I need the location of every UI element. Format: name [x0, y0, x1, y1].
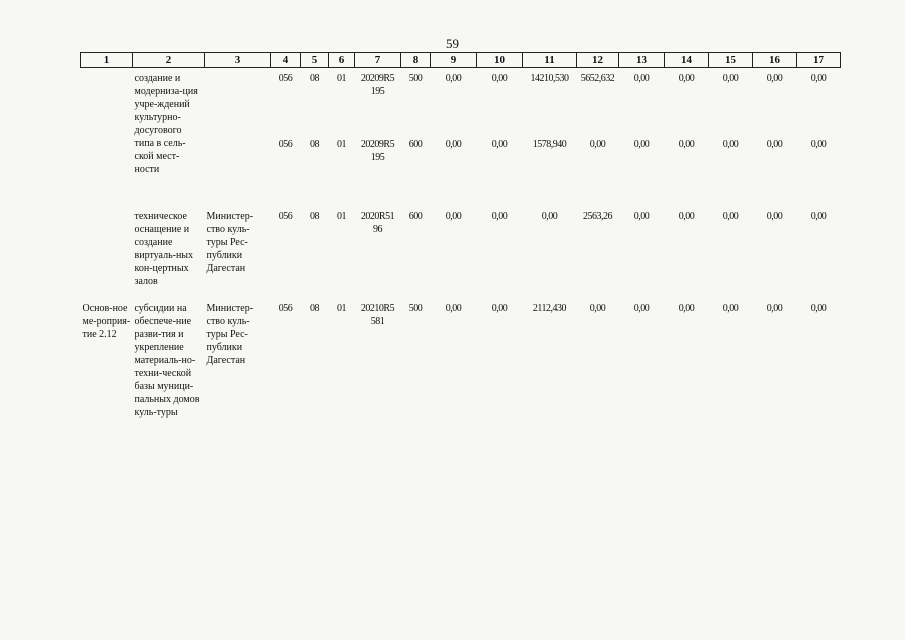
cell-value: 500: [408, 73, 423, 84]
cell-value: 0,00: [678, 303, 695, 314]
col-header: 7: [355, 53, 401, 68]
cell-value: 0,00: [678, 139, 695, 150]
col-header: 6: [329, 53, 355, 68]
cell-measure: Основ-ное ме-роприя-тие 2.12: [82, 303, 131, 340]
col-header: 10: [477, 53, 523, 68]
cell-measure: [81, 210, 133, 302]
cell-value: 500: [408, 303, 423, 314]
cell-value: 0,00: [766, 139, 783, 150]
cell-value: 0,00: [722, 211, 739, 222]
cell-value: 600: [408, 139, 423, 150]
cell-value: 0,00: [678, 73, 695, 84]
cell-value: 0,00: [722, 303, 739, 314]
cell-value: 0,00: [678, 211, 695, 222]
col-header: 8: [401, 53, 431, 68]
cell-executor: Министер-ство куль-туры Рес-публики Дагестан: [206, 303, 254, 366]
cell-value: 01: [337, 139, 346, 150]
cell-value: 0,00: [766, 73, 783, 84]
cell-value: 01: [337, 211, 346, 222]
cell-value: 0,00: [589, 303, 606, 314]
table-row: [81, 72, 841, 138]
header-row: [81, 53, 841, 68]
cell-measure: [81, 72, 133, 210]
cell-value: 1578,940: [532, 139, 567, 150]
cell-value: 0,00: [491, 73, 508, 84]
budget-table: [80, 52, 841, 462]
page-number: 59: [446, 36, 459, 51]
cell-value: 2112,430: [532, 303, 567, 314]
cell-value: 0,00: [810, 73, 827, 84]
col-header: 11: [523, 53, 577, 68]
cell-value: 0,00: [491, 211, 508, 222]
cell-value: 0,00: [589, 139, 606, 150]
col-header: 2: [133, 53, 205, 68]
cell-value: 0,00: [633, 139, 650, 150]
cell-value: 0,00: [810, 303, 827, 314]
cell-value: 08: [310, 139, 319, 150]
table-row: [81, 302, 841, 462]
cell-value: 20209R5 195: [360, 73, 395, 97]
col-header: 9: [431, 53, 477, 68]
col-header: 4: [271, 53, 301, 68]
col-header: 1: [81, 53, 133, 68]
cell-value: 08: [310, 303, 319, 314]
col-header: 14: [665, 53, 709, 68]
cell-value: 0,00: [766, 303, 783, 314]
cell-value: 0,00: [810, 211, 827, 222]
cell-value: 01: [337, 303, 346, 314]
cell-value: 0,00: [722, 73, 739, 84]
cell-value: 600: [408, 211, 423, 222]
col-header: 15: [709, 53, 753, 68]
cell-executor: [205, 72, 271, 210]
cell-value: 0,00: [633, 211, 650, 222]
cell-value: 056: [278, 211, 293, 222]
cell-value: 0,00: [445, 139, 462, 150]
cell-value: 0,00: [491, 303, 508, 314]
cell-value: 14210,530: [530, 73, 569, 84]
cell-value: 20209R5 195: [360, 139, 395, 163]
cell-value: 056: [278, 73, 293, 84]
cell-description: субсидии на обеспече-ние разви-тия и укрепление материаль-но-техни-ческой базы муници-пальных домов куль-туры: [134, 303, 200, 418]
cell-value: 08: [310, 211, 319, 222]
col-header: 16: [753, 53, 797, 68]
cell-value: 056: [278, 139, 293, 150]
cell-value: 0,00: [445, 303, 462, 314]
cell-value: 0,00: [633, 303, 650, 314]
col-header: 3: [205, 53, 271, 68]
col-header: 5: [301, 53, 329, 68]
cell-value: 0,00: [810, 139, 827, 150]
cell-value: 0,00: [541, 211, 558, 222]
col-header: 12: [577, 53, 619, 68]
cell-value: 0,00: [491, 139, 508, 150]
cell-value: 056: [278, 303, 293, 314]
cell-value: 5652,632: [580, 73, 615, 84]
cell-value: 2020R51 96: [360, 211, 395, 235]
cell-value: 20210R5 581: [360, 303, 395, 327]
cell-executor: Министер-ство куль-туры Рес-публики Дагестан: [206, 211, 254, 274]
cell-value: 0,00: [445, 211, 462, 222]
col-header: 13: [619, 53, 665, 68]
cell-value: 0,00: [766, 211, 783, 222]
cell-value: 01: [337, 73, 346, 84]
cell-value: 2563,26: [583, 211, 612, 222]
col-header: 17: [797, 53, 841, 68]
cell-value: 0,00: [722, 139, 739, 150]
cell-value: 0,00: [633, 73, 650, 84]
cell-value: 0,00: [445, 73, 462, 84]
cell-description: техническое оснащение и создание виртуаль-ных кон-цертных залов: [134, 211, 194, 287]
cell-description: создание и модерниза-ция учре-ждений культурно-досугового типа в сель-ской мест-ности: [134, 73, 198, 175]
cell-value: 08: [310, 73, 319, 84]
table-row: [81, 210, 841, 302]
